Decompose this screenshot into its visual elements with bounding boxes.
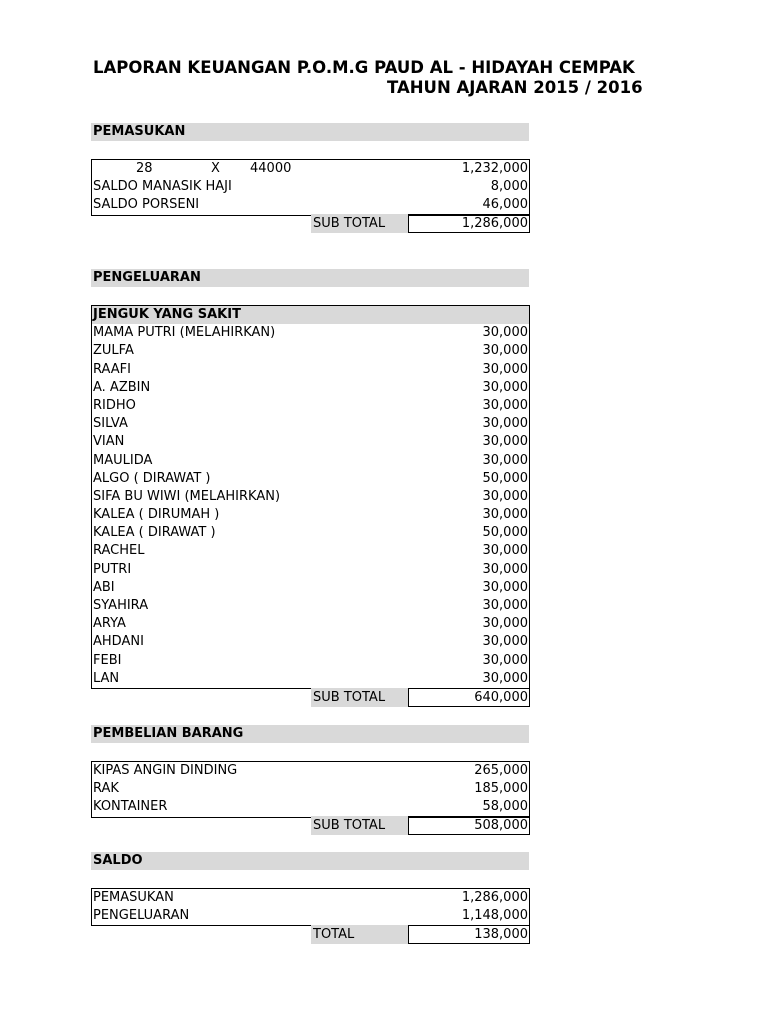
row-label: MAMA PUTRI (MELAHIRKAN) — [93, 325, 276, 341]
row-label: KONTAINER — [93, 799, 168, 815]
row-amount: 30,000 — [482, 598, 528, 613]
table-row — [92, 597, 529, 615]
row-label: ZULFA — [93, 343, 134, 359]
table-row — [92, 433, 529, 451]
row-label: VIAN — [93, 434, 125, 450]
row-label: RACHEL — [93, 543, 145, 559]
table-row — [92, 652, 529, 670]
row-amount: 30,000 — [482, 452, 528, 468]
row-amount: 30,000 — [482, 670, 528, 686]
row-amount: 30,000 — [482, 616, 528, 632]
row-amount: 265,000 — [474, 763, 528, 778]
row-amount: 30,000 — [482, 434, 528, 450]
table-row — [92, 780, 529, 798]
row-label: PUTRI — [93, 561, 132, 577]
subtotal-label: SUB TOTAL — [311, 816, 409, 835]
row-label: SIFA BU WIWI (MELAHIRKAN) — [93, 488, 281, 504]
section-header-pengeluaran: PENGELUARAN — [91, 269, 529, 287]
table-row — [92, 379, 529, 397]
subsection-title: JENGUK YANG SAKIT — [93, 307, 241, 322]
row-label: SALDO PORSENI — [93, 197, 200, 213]
row-label: PENGELUARAN — [93, 908, 190, 924]
table-row — [92, 452, 529, 470]
row-label: MAULIDA — [93, 452, 153, 468]
row-label: RAK — [93, 781, 119, 797]
table-row — [92, 762, 529, 780]
table-row — [92, 889, 529, 907]
table-row — [92, 907, 529, 925]
multiply-sign: X — [211, 161, 220, 176]
row-label: RIDHO — [93, 397, 136, 413]
row-label: ALGO ( DIRAWAT ) — [93, 470, 211, 486]
row-amount: 58,000 — [482, 799, 528, 815]
table-row — [92, 633, 529, 651]
section-header-pemasukan: PEMASUKAN — [91, 123, 529, 141]
table-row — [92, 506, 529, 524]
row-amount: 50,000 — [482, 525, 528, 541]
total-value: 138,000 — [408, 925, 530, 944]
row-amount: 30,000 — [482, 343, 528, 359]
table-row — [92, 470, 529, 488]
table-row — [92, 561, 529, 579]
table-row — [92, 524, 529, 542]
row-label: ABI — [93, 579, 115, 595]
subtotal-value: 640,000 — [408, 688, 530, 707]
row-label: AHDANI — [93, 634, 144, 650]
table-row — [92, 670, 529, 688]
row-label: RAAFI — [93, 361, 131, 377]
row-amount: 30,000 — [482, 561, 528, 577]
row-amount: 30,000 — [482, 379, 528, 395]
row-label: LAN — [93, 670, 120, 686]
table-row — [92, 196, 529, 214]
table-row — [92, 542, 529, 560]
row-amount: 1,286,000 — [461, 890, 528, 905]
row-label: FEBI — [93, 652, 122, 668]
row-amount: 46,000 — [482, 197, 528, 213]
row-amount: 30,000 — [482, 325, 528, 341]
pemasukan-subtotal — [311, 214, 530, 233]
row-label: ARYA — [93, 616, 126, 632]
section-header-pembelian: PEMBELIAN BARANG — [91, 725, 529, 743]
row-label: PEMASUKAN — [93, 890, 174, 905]
table-row — [92, 324, 529, 342]
row-amount: 30,000 — [482, 507, 528, 523]
unit-amount: 44000 — [250, 161, 292, 176]
saldo-total — [311, 925, 530, 944]
subtotal-value: 508,000 — [408, 816, 530, 835]
pembelian-table — [91, 761, 530, 818]
row-amount: 30,000 — [482, 361, 528, 377]
table-row — [92, 178, 529, 196]
pengeluaran-subtotal — [311, 688, 530, 707]
saldo-table — [91, 888, 530, 926]
row-label: A. AZBIN — [93, 379, 151, 395]
row-amount: 8,000 — [490, 179, 528, 195]
row-amount: 30,000 — [482, 416, 528, 432]
jenguk-header — [92, 306, 529, 324]
row-label: KALEA ( DIRUMAH ) — [93, 507, 220, 523]
row-label: KALEA ( DIRAWAT ) — [93, 525, 216, 541]
report-title: LAPORAN KEUANGAN P.O.M.G PAUD AL - HIDAYAH CEMPAK — [93, 58, 635, 77]
table-row — [92, 615, 529, 633]
row-label: SILVA — [93, 416, 128, 432]
section-header-saldo: SALDO — [91, 852, 529, 870]
row-amount: 30,000 — [482, 652, 528, 668]
row-amount: 30,000 — [482, 397, 528, 413]
row-amount: 50,000 — [482, 470, 528, 486]
row-amount: 30,000 — [482, 579, 528, 595]
table-row — [92, 397, 529, 415]
pembelian-subtotal — [311, 816, 530, 835]
total-label: TOTAL — [311, 925, 409, 944]
student-count: 28 — [136, 161, 153, 176]
table-row — [92, 342, 529, 360]
subtotal-value: 1,286,000 — [408, 214, 530, 233]
row-label: SALDO MANASIK HAJI — [93, 179, 232, 195]
jenguk-table — [91, 305, 530, 689]
subtotal-label: SUB TOTAL — [311, 688, 409, 707]
row-label: SYAHIRA — [93, 598, 149, 613]
row-amount: 30,000 — [482, 634, 528, 650]
row-amount: 30,000 — [482, 488, 528, 504]
table-row — [92, 415, 529, 433]
table-row — [92, 488, 529, 506]
pemasukan-table — [91, 159, 530, 216]
table-row — [92, 361, 529, 379]
row-label: KIPAS ANGIN DINDING — [93, 763, 238, 778]
row-amount: 30,000 — [482, 543, 528, 559]
subtotal-label: SUB TOTAL — [311, 214, 409, 233]
table-row — [92, 798, 529, 816]
row-amount: 185,000 — [474, 781, 528, 797]
row-amount: 1,232,000 — [461, 161, 528, 176]
row-amount: 1,148,000 — [461, 908, 528, 924]
table-row — [92, 579, 529, 597]
table-row — [92, 160, 529, 178]
report-subtitle: TAHUN AJARAN 2015 / 2016 — [387, 78, 643, 97]
